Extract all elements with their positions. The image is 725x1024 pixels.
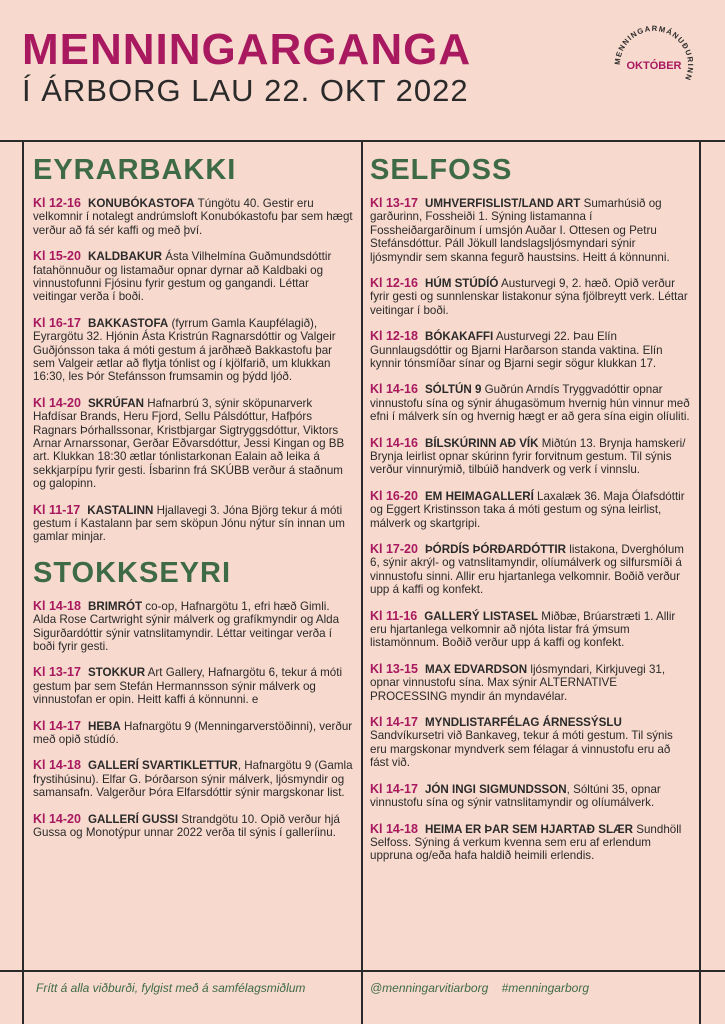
event-entry bbox=[370, 823, 690, 863]
event-description: Laxalæk 36. Maja Ólafsdóttir og Eggert Kristinsson taka á móti gestum og sýna leirlist, málverk og skartgripi. bbox=[370, 489, 685, 530]
event-entry bbox=[370, 330, 690, 370]
event-entry bbox=[33, 504, 353, 544]
event-time: Kl 16-20 bbox=[370, 488, 418, 503]
footer-note: Frítt á alla viðburði, fylgist með á samfélagsmiðlum bbox=[36, 981, 306, 995]
event-venue: BAKKASTOFA bbox=[87, 316, 169, 330]
event-time: Kl 15-20 bbox=[33, 249, 81, 264]
event-entry bbox=[370, 783, 690, 810]
left-column bbox=[33, 155, 353, 852]
event-entry bbox=[33, 250, 353, 304]
event-time: Kl 13-15 bbox=[370, 661, 418, 676]
right-column bbox=[370, 155, 690, 876]
event-description: Ásta Vilhelmína Guðmundsdóttir fatahönnuður og listamaður opnar dyrnar að Kaldbaki og vinnustofunni Fjósinu fyrir gestum og gangandi. Léttar veitingar verða í boði. bbox=[33, 250, 332, 304]
event-time: Kl 14-18 bbox=[33, 598, 81, 613]
section-heading-stokkseyri: STOKKSEYRI bbox=[33, 556, 232, 589]
event-entry bbox=[370, 716, 690, 770]
event-venue: BÓKAKAFFI bbox=[424, 330, 494, 344]
event-entry bbox=[370, 663, 690, 703]
svg-text:MENNINGARMÁNUÐURINN bbox=[613, 24, 695, 82]
event-entry bbox=[33, 317, 353, 384]
event-time: Kl 14-17 bbox=[370, 781, 418, 796]
event-venue: HEIMA ER ÞAR SEM HJARTAÐ SLÆR bbox=[424, 822, 634, 836]
event-venue: JÓN INGI SIGMUNDSSON bbox=[424, 782, 567, 796]
event-venue: MAX EDVARDSON bbox=[424, 662, 528, 676]
event-time: Kl 12-16 bbox=[33, 195, 81, 210]
event-venue: ÞÓRDÍS ÞÓRÐARDÓTTIR bbox=[424, 543, 567, 557]
event-description: Miðbæ, Brúarstræti 1. Allir eru hjartanlega velkomnir að njóta listar frá ýmsum listamönnum. Boðið verður upp á kaffi og konfekt. bbox=[370, 609, 676, 650]
event-venue: STOKKUR bbox=[87, 666, 146, 680]
event-time: Kl 14-20 bbox=[33, 811, 81, 826]
event-venue: GALLERÝ LISTASEL bbox=[424, 609, 539, 623]
event-venue: SKRÚFAN bbox=[87, 396, 144, 410]
event-description: (fyrrum Gamla Kaupfélagið), Eyrargötu 32. Hjónin Ásta Kristrún Ragnarsdóttir og Valgeir Guðjónsson taka á móti gestum á jarðhæð Bakkastofu þar sem Valgeir ætlar að flytja tónlist og í kjölfarið, um klukkan 16:30, les Þór Stefánsson frumsamin og þýdd ljóð. bbox=[33, 316, 336, 384]
section-heading-selfoss: SELFOSS bbox=[370, 154, 513, 186]
event-venue: GALLERÍ GUSSI bbox=[87, 812, 179, 826]
section-heading-eyrarbakki: EYRARBAKKI bbox=[33, 154, 237, 186]
event-entry bbox=[33, 813, 353, 840]
event-time: Kl 14-16 bbox=[370, 382, 418, 397]
event-time: Kl 14-17 bbox=[33, 718, 81, 733]
event-time: Kl 17-20 bbox=[370, 542, 418, 557]
event-description: , Hafnargötu 9 (Gamla frystihúsinu). Elfar G. Þórðarson sýnir málverk, ljósmyndir og samansafn. Valgerður Þóra Elfarsdóttir sýnir margskonar list. bbox=[33, 759, 353, 800]
event-venue: UMHVERFISLIST/LAND ART bbox=[424, 196, 581, 210]
event-entry bbox=[33, 397, 353, 491]
event-venue: KONUBÓKASTOFA bbox=[87, 196, 195, 210]
instagram-handle[interactable]: @menningarvitiarborg bbox=[370, 981, 489, 995]
event-entry bbox=[33, 759, 353, 799]
event-entry bbox=[33, 600, 353, 654]
event-description: Guðrún Arndís Tryggvadóttir opnar vinnustofu sína og sýnir áhugasömum hvernig hún vinnur með efni í málverk sín og hvernig hægt er að gera sína eigin olíuliti. bbox=[370, 383, 690, 424]
event-venue: HEBA bbox=[87, 719, 121, 733]
event-time: Kl 14-18 bbox=[33, 758, 81, 773]
event-description: Sumarhúsið og garðurinn, Fossheiði 1. Sýning listamanna í Fossheiðargarðinum í umsjón Auðar I. Ottesen og Petru Stefánsdóttur. Páll Jökull landslagsljósmyndari sýnir ljósmyndir sem skanna fegurð haustsins. Heitt á könnunni. bbox=[370, 196, 670, 264]
column-divider-right bbox=[699, 140, 701, 1024]
event-time: Kl 14-16 bbox=[370, 435, 418, 450]
event-description: Austurvegi 22. Þau Elín Gunnlaugsdóttir og Bjarni Harðarson standa vaktina. Elín kynnir tónsmíðar sínar og Bjarni segir sögur klukkan 17. bbox=[370, 330, 663, 370]
event-time: Kl 12-16 bbox=[370, 275, 418, 290]
column-divider-left bbox=[22, 140, 24, 1024]
event-time: Kl 14-20 bbox=[33, 395, 81, 410]
event-entry bbox=[370, 383, 690, 423]
event-description: co-op, Hafnargötu 1, efri hæð Gimli. Alda Rose Cartwright sýnir málverk og grafíkmyndir og Alda Sigurðardóttir sýnir vatnslitamyndir. Léttar veitingar verða í boði fyrir gesti. bbox=[33, 599, 340, 653]
event-entry bbox=[370, 277, 690, 317]
event-description: , Sóltúni 35, opnar vinnustofu sína og sýnir vatnslitamyndir og olíumálverk. bbox=[370, 782, 661, 810]
event-venue: BÍLSKÚRINN AÐ VÍK bbox=[424, 436, 539, 450]
event-venue: BRIMRÓT bbox=[87, 599, 143, 613]
event-entry bbox=[370, 437, 690, 477]
event-time: Kl 14-18 bbox=[370, 821, 418, 836]
event-time: Kl 16-17 bbox=[33, 315, 81, 330]
event-description: listakona, Dverghólum 6, sýnir akrýl- og vatnslitamyndir, olíumálverk og silfursmíði á vinnustofu sinni. Allir eru hjartanlega velkomnir. Boðið verður upp á kaffi og konfekt. bbox=[370, 543, 684, 597]
stokkseyri-list bbox=[33, 600, 353, 840]
event-description: Art Gallery, Hafnargötu 6, tekur á móti gestum þar sem Stefán Hermannsson sýnir málverk og vinnustofan er opin. Heitt kaffi á könnunni. e bbox=[33, 666, 343, 707]
event-time: Kl 13-17 bbox=[370, 195, 418, 210]
event-description: Hjallavegi 3. Jóna Björg tekur á móti gestum í Kastalann þar sem sköpun Jónu nýtur sín innan um gamlar minjar. bbox=[33, 503, 345, 544]
event-time: Kl 11-16 bbox=[370, 608, 418, 623]
oktober-logo bbox=[611, 22, 697, 108]
event-entry bbox=[370, 490, 690, 530]
event-entry bbox=[370, 610, 690, 650]
event-venue: KALDBAKUR bbox=[87, 250, 163, 264]
event-entry bbox=[33, 197, 353, 237]
event-description: Austurvegi 9, 2. hæð. Opið verður fyrir gesti og sunnlenskar listakonur sýna fjölbreytt verk. Léttar veitingar í boði. bbox=[370, 276, 688, 317]
event-description: Sandvíkursetri við Bankaveg, tekur á móti gestum. Til sýnis eru margskonar myndverk sem félagar á vinnustofu eru að fást við. bbox=[370, 729, 673, 770]
event-venue: MYNDLISTARFÉLAG ÁRNESSÝSLU bbox=[424, 716, 622, 730]
event-time: Kl 12-18 bbox=[370, 329, 418, 344]
event-description: Túngötu 40. Gestir eru velkomnir í notalegt andrúmsloft Konubókastofu þar sem hægt verður að fá sér kaffi og með því. bbox=[33, 196, 353, 237]
event-entry bbox=[370, 197, 690, 264]
hashtag[interactable]: #menningarborg bbox=[501, 981, 589, 995]
event-entry bbox=[33, 666, 353, 706]
column-divider-middle bbox=[361, 140, 363, 1024]
event-venue: EM HEIMAGALLERÍ bbox=[424, 489, 534, 503]
event-time: Kl 14-17 bbox=[370, 715, 418, 730]
event-venue: KASTALINN bbox=[87, 503, 154, 517]
logo-center-text: OKTÓBER bbox=[626, 60, 682, 72]
event-venue: GALLERÍ SVARTIKLETTUR bbox=[87, 759, 238, 773]
event-description: Hafnargötu 9 (Menningarverstöðinni), verður með opið stúdíó. bbox=[33, 719, 353, 746]
event-entry bbox=[33, 720, 353, 747]
footer-social bbox=[370, 981, 599, 995]
selfoss-list bbox=[370, 197, 690, 863]
logo-ring-text: MENNINGARMÁNUÐURINN bbox=[612, 23, 696, 83]
event-description: Sundhöll Selfoss. Sýning á verkum kvenna sem eru af erlendum uppruna og/eða hafa haldið heimili erlendis. bbox=[370, 822, 682, 863]
eyrarbakki-list bbox=[33, 197, 353, 544]
event-entry bbox=[370, 543, 690, 597]
page-title: MENNINGARGANGA bbox=[22, 25, 472, 74]
event-description: ljósmyndari, Kirkjuvegi 31, opnar vinnustofu sína. Max sýnir ALTERNATIVE PROCESSING myndir án myndavélar. bbox=[370, 662, 666, 703]
page-subtitle: Í ÁRBORG LAU 22. OKT 2022 bbox=[22, 73, 469, 108]
event-time: Kl 13-17 bbox=[33, 665, 81, 680]
event-description: Hafnarbrú 3, sýnir sköpunarverk Hafdísar Brands, Heru Fjord, Sellu Pálsdóttur, Hafþórs Ragnars Þórhallssonar, Kristbjargar Sigtryggsdóttur, Viktors Arnar Arnarssonar, Gerðar Eðvarsdóttur, Jessi Kingan og BB art. Klukkan 18:30 ætlar tónlistarkonan Ealain að leika á sekkjarpípu fyrir gesti. Ísbarinn frá SKÚBB verður á staðnum og galopinn. bbox=[33, 396, 345, 491]
event-venue: HÚM STÚDÍÓ bbox=[424, 276, 499, 290]
event-time: Kl 11-17 bbox=[33, 502, 81, 517]
event-description: Miðtún 13. Brynja hamskeri/ Brynja leirlist opnar skúrinn fyrir forvitnum gestum. Til sýnis verður vinnurýmið, tilbúið handverk og verk í vinnslu. bbox=[370, 436, 686, 477]
event-description: Strandgötu 10. Opið verður hjá Gussa og Monotýpur unnar 2022 verða til sýnis í galleríinu. bbox=[33, 812, 340, 839]
event-venue: SÓLTÚN 9 bbox=[424, 383, 482, 397]
